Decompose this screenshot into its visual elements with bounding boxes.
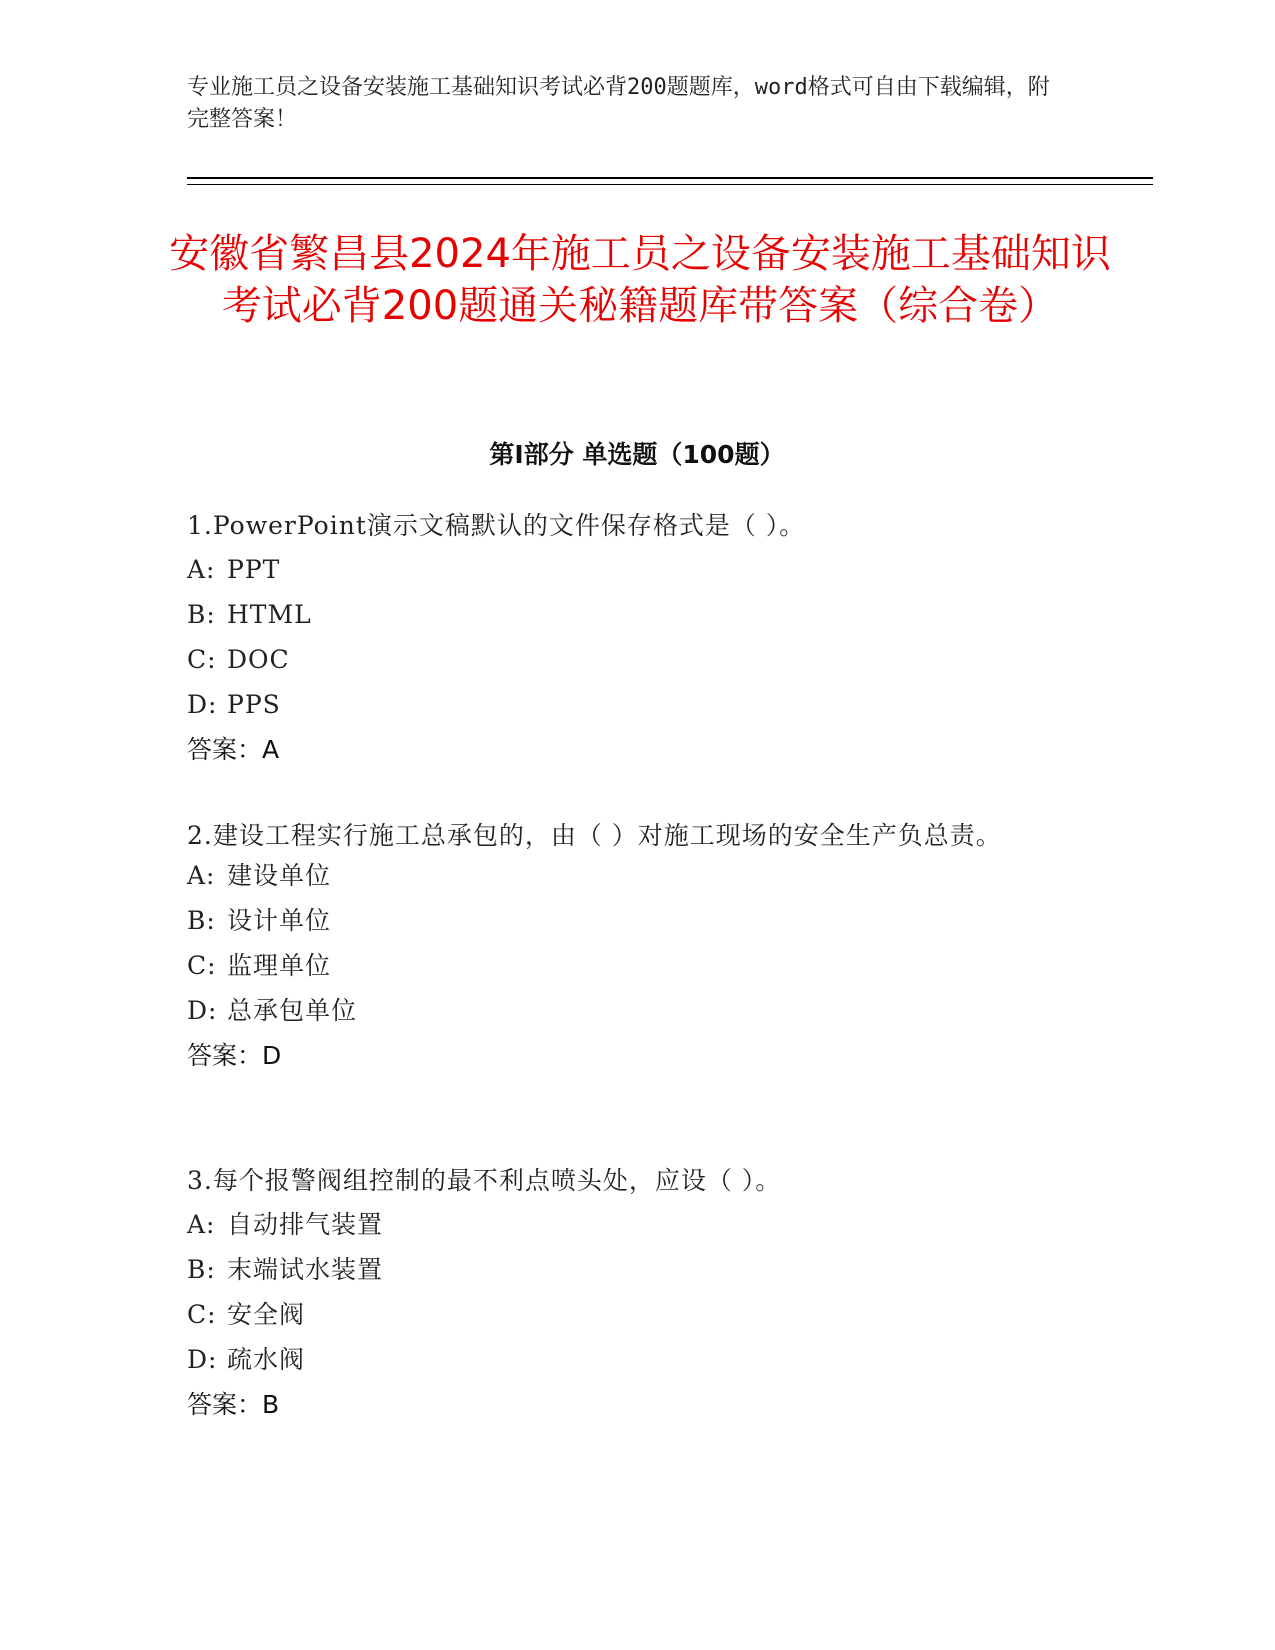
option-letter: D: xyxy=(187,690,218,719)
option-a xyxy=(187,860,1087,905)
question-stem: 3.每个报警阀组控制的最不利点喷头处，应设（ ）。 xyxy=(187,1166,782,1195)
option-d xyxy=(187,1344,1087,1389)
option-letter: B: xyxy=(187,1255,216,1284)
option-text: DOC xyxy=(227,645,290,674)
option-letter: D: xyxy=(187,996,218,1025)
question-1 xyxy=(187,510,1087,766)
option-letter: D: xyxy=(187,1345,218,1374)
header-rule-thin xyxy=(187,184,1153,185)
answer-label: 答案： xyxy=(187,1390,263,1419)
option-text: 自动排气装置 xyxy=(227,1210,384,1239)
answer-value: A xyxy=(262,735,280,764)
option-d xyxy=(187,995,1087,1040)
option-b xyxy=(187,905,1087,950)
answer-value: D xyxy=(262,1041,282,1070)
option-text: 设计单位 xyxy=(227,906,332,935)
option-c xyxy=(187,644,1087,689)
option-text: HTML xyxy=(227,600,312,629)
answer-line xyxy=(187,734,1087,766)
header-note: 专业施工员之设备安装施工基础知识考试必背200题题库，word格式可自由下载编辑，附完整答案！ xyxy=(187,75,1050,132)
option-c xyxy=(187,1299,1087,1344)
option-b xyxy=(187,1254,1087,1299)
option-d xyxy=(187,689,1087,734)
option-letter: A: xyxy=(187,555,216,584)
option-letter: B: xyxy=(187,600,216,629)
option-b xyxy=(187,599,1087,644)
option-letter: C: xyxy=(187,645,217,674)
answer-label: 答案： xyxy=(187,735,263,764)
answer-label: 答案： xyxy=(187,1041,263,1070)
option-a xyxy=(187,554,1087,599)
question-stem: 2.建设工程实行施工总承包的，由（ ）对施工现场的安全生产负总责。 xyxy=(187,821,1002,850)
document-title: 安徽省繁昌县2024年施工员之设备安装施工基础知识考试必背200题通关秘籍题库带答案（综合卷） xyxy=(169,231,1111,329)
answer-line xyxy=(187,1040,1087,1072)
answer-value: B xyxy=(262,1390,280,1419)
question-2 xyxy=(187,814,1087,1072)
option-text: 建设单位 xyxy=(227,861,332,890)
option-text: PPS xyxy=(227,690,281,719)
header-rule-thick xyxy=(187,177,1153,179)
option-text: 监理单位 xyxy=(227,951,332,980)
option-letter: A: xyxy=(187,1210,216,1239)
section-heading: 第Ⅰ部分 单选题（100题） xyxy=(489,440,785,469)
option-c xyxy=(187,950,1087,995)
question-3 xyxy=(187,1165,1087,1421)
question-stem: 1.PowerPoint演示文稿默认的文件保存格式是（ ）。 xyxy=(187,511,806,540)
option-text: 安全阀 xyxy=(227,1300,306,1329)
answer-line xyxy=(187,1389,1087,1421)
option-text: 总承包单位 xyxy=(227,996,358,1025)
option-text: PPT xyxy=(227,555,281,584)
option-letter: C: xyxy=(187,951,217,980)
option-letter: A: xyxy=(187,861,216,890)
option-a xyxy=(187,1209,1087,1254)
option-letter: C: xyxy=(187,1300,217,1329)
option-text: 末端试水装置 xyxy=(227,1255,384,1284)
option-text: 疏水阀 xyxy=(227,1345,306,1374)
option-letter: B: xyxy=(187,906,216,935)
